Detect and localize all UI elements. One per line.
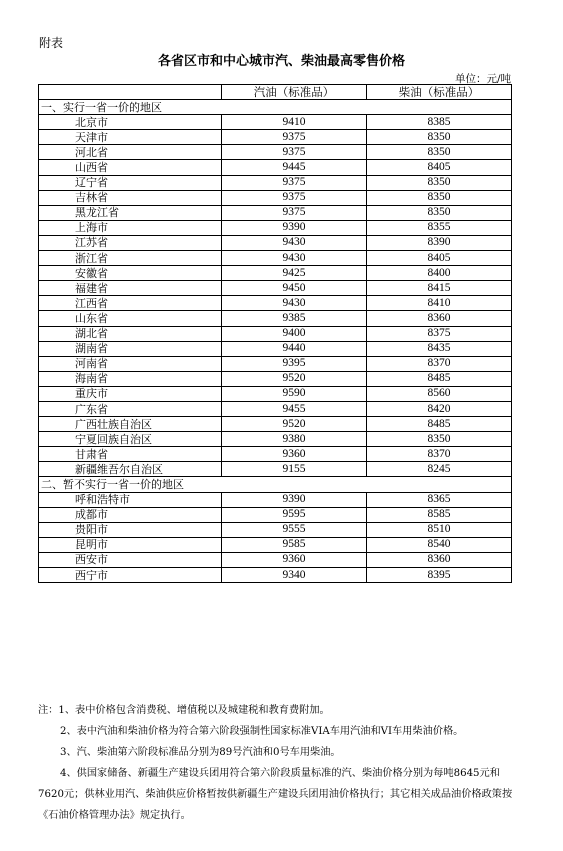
diesel-price: 8245 xyxy=(367,462,512,477)
gasoline-price: 9520 xyxy=(222,417,367,432)
region-name: 湖北省 xyxy=(39,326,222,341)
gasoline-price: 9375 xyxy=(222,205,367,220)
gasoline-price: 9375 xyxy=(222,130,367,145)
gasoline-price: 9410 xyxy=(222,115,367,130)
gasoline-price: 9455 xyxy=(222,401,367,416)
gasoline-price: 9340 xyxy=(222,568,367,583)
region-name: 福建省 xyxy=(39,281,222,296)
gasoline-price: 9430 xyxy=(222,235,367,250)
header-region xyxy=(39,85,222,100)
diesel-price: 8350 xyxy=(367,432,512,447)
table-row xyxy=(39,447,512,462)
region-name: 成都市 xyxy=(39,507,222,522)
table-row xyxy=(39,296,512,311)
region-name: 海南省 xyxy=(39,371,222,386)
price-table xyxy=(38,84,512,583)
diesel-price: 8560 xyxy=(367,386,512,401)
region-name: 湖南省 xyxy=(39,341,222,356)
region-name: 河南省 xyxy=(39,356,222,371)
region-name: 西宁市 xyxy=(39,568,222,583)
table-row xyxy=(39,160,512,175)
diesel-price: 8420 xyxy=(367,401,512,416)
diesel-price: 8350 xyxy=(367,175,512,190)
diesel-price: 8370 xyxy=(367,356,512,371)
attachment-label: 附表 xyxy=(39,36,64,50)
diesel-price: 8540 xyxy=(367,537,512,552)
gasoline-price: 9375 xyxy=(222,175,367,190)
notes xyxy=(38,700,514,826)
table-row xyxy=(39,522,512,537)
header-diesel: 柴油（标准品） xyxy=(367,85,512,100)
diesel-price: 8485 xyxy=(367,417,512,432)
region-name: 山西省 xyxy=(39,160,222,175)
gasoline-price: 9445 xyxy=(222,160,367,175)
gasoline-price: 9440 xyxy=(222,341,367,356)
diesel-price: 8350 xyxy=(367,205,512,220)
table-row xyxy=(39,175,512,190)
gasoline-price: 9385 xyxy=(222,311,367,326)
region-name: 天津市 xyxy=(39,130,222,145)
diesel-price: 8510 xyxy=(367,522,512,537)
diesel-price: 8350 xyxy=(367,130,512,145)
table-row xyxy=(39,341,512,356)
region-name: 北京市 xyxy=(39,115,222,130)
region-name: 河北省 xyxy=(39,145,222,160)
gasoline-price: 9520 xyxy=(222,371,367,386)
diesel-price: 8355 xyxy=(367,220,512,235)
gasoline-price: 9375 xyxy=(222,145,367,160)
diesel-price: 8360 xyxy=(367,311,512,326)
section-row xyxy=(39,100,512,115)
diesel-price: 8390 xyxy=(367,235,512,250)
diesel-price: 8415 xyxy=(367,281,512,296)
table-row xyxy=(39,266,512,281)
region-name: 江西省 xyxy=(39,296,222,311)
header-gasoline: 汽油（标准品） xyxy=(222,85,367,100)
note-3: 3、汽、柴油第六阶段标准品分别为89号汽油和0号车用柴油。 xyxy=(60,747,341,758)
region-name: 宁夏回族自治区 xyxy=(39,432,222,447)
gasoline-price: 9595 xyxy=(222,507,367,522)
gasoline-price: 9390 xyxy=(222,220,367,235)
gasoline-price: 9380 xyxy=(222,432,367,447)
table-row xyxy=(39,235,512,250)
table-row xyxy=(39,220,512,235)
table-row xyxy=(39,492,512,507)
gasoline-price: 9395 xyxy=(222,356,367,371)
gasoline-price: 9390 xyxy=(222,492,367,507)
table-row xyxy=(39,205,512,220)
region-name: 广东省 xyxy=(39,401,222,416)
region-name: 新疆维吾尔自治区 xyxy=(39,462,222,477)
gasoline-price: 9555 xyxy=(222,522,367,537)
region-name: 浙江省 xyxy=(39,251,222,266)
note-1: 注：1、表中价格包含消费税、增值税以及城建税和教育费附加。 xyxy=(38,705,330,716)
gasoline-price: 9400 xyxy=(222,326,367,341)
gasoline-price: 9360 xyxy=(222,552,367,567)
diesel-price: 8395 xyxy=(367,568,512,583)
table-body xyxy=(39,100,512,583)
region-name: 西安市 xyxy=(39,552,222,567)
region-name: 重庆市 xyxy=(39,386,222,401)
table-row xyxy=(39,552,512,567)
section-row xyxy=(39,477,512,492)
region-name: 昆明市 xyxy=(39,537,222,552)
diesel-price: 8585 xyxy=(367,507,512,522)
page-title: 各省区市和中心城市汽、柴油最高零售价格 xyxy=(157,54,405,69)
region-name: 上海市 xyxy=(39,220,222,235)
gasoline-price: 9430 xyxy=(222,251,367,266)
gasoline-price: 9155 xyxy=(222,462,367,477)
diesel-price: 8375 xyxy=(367,326,512,341)
diesel-price: 8405 xyxy=(367,251,512,266)
table-row xyxy=(39,145,512,160)
region-name: 江苏省 xyxy=(39,235,222,250)
table-row xyxy=(39,537,512,552)
gasoline-price: 9360 xyxy=(222,447,367,462)
diesel-price: 8405 xyxy=(367,160,512,175)
diesel-price: 8350 xyxy=(367,145,512,160)
gasoline-price: 9585 xyxy=(222,537,367,552)
region-name: 山东省 xyxy=(39,311,222,326)
table-row xyxy=(39,568,512,583)
diesel-price: 8370 xyxy=(367,447,512,462)
diesel-price: 8385 xyxy=(367,115,512,130)
diesel-price: 8365 xyxy=(367,492,512,507)
region-name: 黑龙江省 xyxy=(39,205,222,220)
table-row xyxy=(39,130,512,145)
gasoline-price: 9375 xyxy=(222,190,367,205)
diesel-price: 8485 xyxy=(367,371,512,386)
region-name: 吉林省 xyxy=(39,190,222,205)
table-row xyxy=(39,417,512,432)
table-row xyxy=(39,371,512,386)
table-row xyxy=(39,115,512,130)
diesel-price: 8360 xyxy=(367,552,512,567)
diesel-price: 8410 xyxy=(367,296,512,311)
region-name: 呼和浩特市 xyxy=(39,492,222,507)
region-name: 辽宁省 xyxy=(39,175,222,190)
unit-label: 单位：元/吨 xyxy=(454,73,511,85)
diesel-price: 8435 xyxy=(367,341,512,356)
region-name: 甘肃省 xyxy=(39,447,222,462)
table-row xyxy=(39,386,512,401)
note-4: 4、供国家储备、新疆生产建设兵团用符合第六阶段质量标准的汽、柴油价格分别为每吨8645元和7620元；供林业用汽、柴油供应价格暂按供新疆生产建设兵团用油价格执行；其它相关成品油价格政策按《石油价格管理办法》规定执行。 xyxy=(38,768,513,821)
diesel-price: 8400 xyxy=(367,266,512,281)
table-row xyxy=(39,190,512,205)
gasoline-price: 9430 xyxy=(222,296,367,311)
gasoline-price: 9425 xyxy=(222,266,367,281)
table-row xyxy=(39,281,512,296)
table-row xyxy=(39,462,512,477)
region-name: 安徽省 xyxy=(39,266,222,281)
table-row xyxy=(39,326,512,341)
table-row xyxy=(39,311,512,326)
table-row xyxy=(39,356,512,371)
region-name: 广西壮族自治区 xyxy=(39,417,222,432)
region-name: 贵阳市 xyxy=(39,522,222,537)
gasoline-price: 9590 xyxy=(222,386,367,401)
table-header-row xyxy=(39,85,512,100)
gasoline-price: 9450 xyxy=(222,281,367,296)
table-row xyxy=(39,251,512,266)
table-row xyxy=(39,432,512,447)
section-title: 一、实行一省一价的地区 xyxy=(39,100,512,115)
diesel-price: 8350 xyxy=(367,190,512,205)
table-row xyxy=(39,507,512,522)
note-2: 2、表中汽油和柴油价格为符合第六阶段强制性国家标准VIA车用汽油和VI车用柴油价格。 xyxy=(60,726,464,737)
table-row xyxy=(39,401,512,416)
section-title: 二、暂不实行一省一价的地区 xyxy=(39,477,512,492)
